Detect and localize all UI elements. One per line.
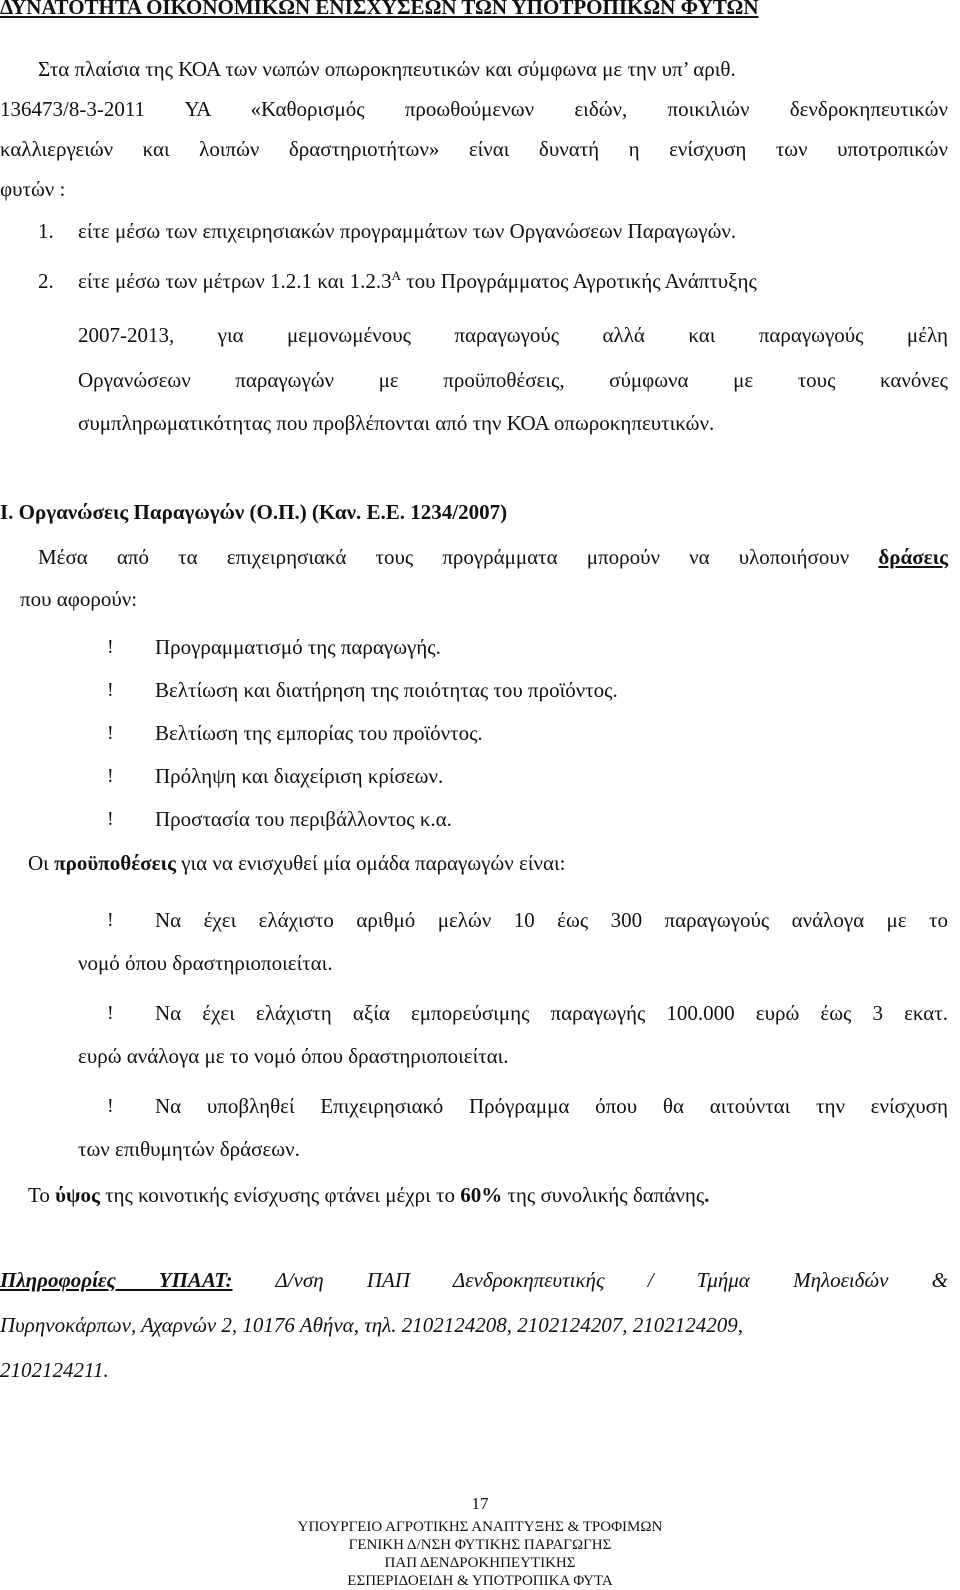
section-heading: Ι. Οργανώσεις Παραγωγών (Ο.Π.) (Καν. Ε.Ε. 1234/2007) — [0, 500, 508, 524]
action-item: Προστασία του περιβάλλοντος κ.α. — [155, 807, 452, 831]
actions-intro — [38, 544, 948, 570]
footer-line-2: ΓΕΝΙΚΗ Δ/ΝΣΗ ΦΥΤΙΚΗΣ ΠΑΡΑΓΩΓΗΣ — [348, 1537, 612, 1553]
info-line-3: 2102124211. — [0, 1358, 109, 1382]
intro-line-4: φυτών : — [0, 177, 66, 201]
option-2-text-b: του Προγράμματος Αγροτικής Ανάπτυξης — [406, 269, 757, 293]
option-2-cont-2: Οργανώσεων παραγωγών με προϋποθέσεις, σύμφωνα με τους κανόνες — [78, 368, 948, 392]
actions-intro-bold: δράσεις — [878, 545, 948, 569]
info-label: Πληροφορίες ΥΠΑΑΤ: — [0, 1268, 233, 1292]
info-line-1 — [0, 1267, 948, 1293]
condition-line-2: νομό όπου δραστηριοποιείται. — [78, 951, 333, 975]
condition-line-1: Να υποβληθεί Επιχειρησιακό Πρόγραμμα όπου θα αιτούνται την ενίσχυση — [155, 1094, 948, 1118]
intro-line-3: καλλιεργειών και λοιπών δραστηριοτήτων» είναι δυνατή η ενίσχυση των υποτροπικών — [0, 137, 948, 161]
bullet-icon: ! — [107, 765, 114, 787]
bullet-icon: ! — [107, 722, 114, 744]
action-item: Προγραμματισμό της παραγωγής. — [155, 635, 441, 659]
condition-line-1: Να έχει ελάχιστο αριθμό μελών 10 έως 300 παραγωγούς ανάλογα με το — [155, 908, 948, 932]
bullet-icon: ! — [107, 1095, 114, 1117]
support-bold-height: ύψος — [55, 1183, 100, 1207]
option-2-superscript: Α — [391, 268, 401, 283]
bullet-icon: ! — [107, 1002, 114, 1024]
option-2-cont-1: 2007-2013, για μεμονωμένους παραγωγούς αλλά και παραγωγούς μέλη — [78, 323, 948, 347]
intro-line-2: 136473/8-3-2011 ΥΑ «Καθορισμός προωθούμενων ειδών, ποικιλιών δενδροκηπευτικών — [0, 97, 948, 121]
support-line — [28, 1182, 709, 1208]
footer-line-1: ΥΠΟΥΡΓΕΙΟ ΑΓΡΟΤΙΚΗΣ ΑΝΑΠΤΥΞΗΣ & ΤΡΟΦΙΜΩΝ — [297, 1519, 663, 1535]
support-bold-percent: 60% — [460, 1183, 503, 1207]
option-1-number: 1. — [38, 219, 54, 243]
condition-line-1: Να έχει ελάχιστη αξία εμπορεύσιμης παραγωγής 100.000 ευρώ έως 3 εκατ. — [155, 1001, 948, 1025]
option-2-text-a: είτε μέσω των μέτρων 1.2.1 και 1.2.3 — [78, 269, 392, 293]
conditions-intro-c: για να ενισχυθεί μία ομάδα παραγωγών είναι: — [181, 851, 566, 875]
footer-line-4: ΕΣΠΕΡΙΔΟΕΙΔΗ & ΥΠΟΤΡΟΠΙΚΑ ΦΥΤΑ — [347, 1573, 613, 1589]
support-c: της συνολικής δαπάνης — [507, 1183, 705, 1207]
support-bold-period: . — [704, 1183, 710, 1207]
option-2-cont-3: συμπληρωματικότητας που προβλέπονται από την ΚΟΑ οπωροκηπευτικών. — [78, 411, 715, 435]
actions-intro-cont: που αφορούν: — [20, 587, 138, 611]
intro-line-1: Στα πλαίσια της ΚΟΑ των νωπών οπωροκηπευτικών και σύμφωνα με την υπ’ αριθ. — [38, 57, 736, 81]
condition-line-2: των επιθυμητών δράσεων. — [78, 1137, 300, 1161]
condition-line-2: ευρώ ανάλογα με το νομό όπου δραστηριοποιείται. — [78, 1044, 509, 1068]
footer-line-3: ΠΑΠ ΔΕΝΔΡΟΚΗΠΕΥΤΙΚΗΣ — [384, 1555, 576, 1571]
conditions-intro — [28, 850, 565, 876]
info-line-2: Πυρηνοκάρπων, Αχαρνών 2, 10176 Αθήνα, τηλ. 2102124208, 2102124207, 2102124209, — [0, 1313, 743, 1337]
conditions-intro-a: Οι — [28, 851, 49, 875]
support-b: της κοινοτικής ενίσχυσης φτάνει μέχρι το — [105, 1183, 455, 1207]
info-line-1-rest: Δ/νση ΠΑΠ Δενδροκηπευτικής / Τμήμα Μηλοειδών & — [275, 1268, 949, 1292]
option-2-number: 2. — [38, 269, 54, 293]
page-title: ΔΥΝΑΤΟΤΗΤΑ ΟΙΚΟΝΟΜΙΚΩΝ ΕΝΙΣΧΥΣΕΩΝ ΤΩΝ ΥΠΟΤΡΟΠΙΚΩΝ ΦΥΤΩΝ — [0, 0, 759, 19]
bullet-icon: ! — [107, 636, 114, 658]
bullet-icon: ! — [107, 679, 114, 701]
support-a: Το — [28, 1183, 50, 1207]
bullet-icon: ! — [107, 909, 114, 931]
bullet-icon: ! — [107, 808, 114, 830]
option-2-text — [78, 268, 948, 294]
conditions-intro-bold: προϋποθέσεις — [54, 851, 176, 875]
action-item: Πρόληψη και διαχείριση κρίσεων. — [155, 764, 444, 788]
action-item: Βελτίωση της εμπορίας του προϊόντος. — [155, 721, 483, 745]
option-1-text: είτε μέσω των επιχειρησιακών προγραμμάτων των Οργανώσεων Παραγωγών. — [78, 219, 737, 243]
page-number: 17 — [471, 1494, 489, 1513]
action-item: Βελτίωση και διατήρηση της ποιότητας του προϊόντος. — [155, 678, 618, 702]
actions-intro-text: Μέσα από τα επιχειρησιακά τους προγράμματα μπορούν να υλοποιήσουν — [38, 545, 850, 569]
